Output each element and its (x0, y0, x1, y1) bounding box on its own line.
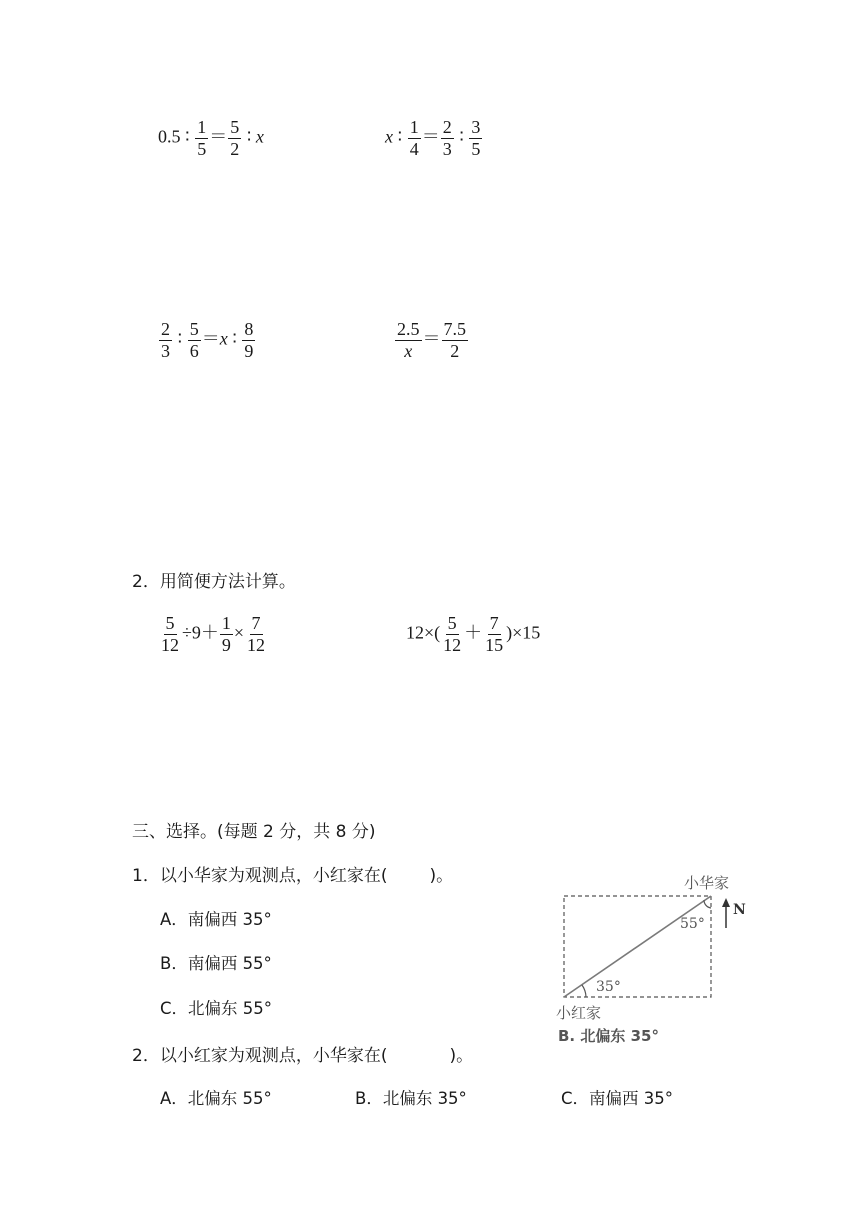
fraction: $\frac{3}{5}$ (471, 117, 481, 159)
fraction: $\frac{2.5}{x}$ (397, 319, 420, 361)
fraction: $\frac{2}{3}$ (161, 319, 170, 361)
label-top: 小华家 (684, 874, 730, 892)
variable: x (385, 126, 393, 147)
fraction: $\frac{5}{2}$ (230, 117, 240, 159)
q2-option-c[interactable]: C．南偏西 35° (561, 1089, 674, 1108)
question-text: 1．以小华家为观测点，小红家在( (132, 866, 388, 886)
angle-label-top: 55° (680, 916, 705, 932)
q1-option-a[interactable]: A．南偏西 35° (160, 910, 272, 929)
q1-option-b[interactable]: B．南偏西 55° (160, 954, 272, 973)
angle-arc-top (704, 900, 711, 908)
answer-note: B. 北偏东 35° (558, 1027, 659, 1045)
equation-1: 0.5 ∶ $\frac{1}{5}$ ＝ $\frac{5}{2}$ ∶ x (158, 117, 264, 159)
number: 0.5 (158, 126, 181, 147)
q1-option-c[interactable]: C．北偏东 55° (160, 999, 273, 1018)
fraction: $\frac{1}{9}$ (221, 613, 231, 655)
section-3-title: 三、选择。(每题 2 分，共 8 分) (132, 822, 376, 842)
calculation-1 (158, 614, 268, 655)
q2-option-a[interactable]: A．北偏东 55° (160, 1089, 272, 1108)
direction-diagram (552, 866, 782, 1056)
fraction: $\frac{2}{3}$ (442, 117, 452, 159)
equation-4: $\frac{2.5}{x}$ ＝ $\frac{7.5}{2}$ (397, 319, 466, 361)
equation-2: x ∶ $\frac{1}{4}$ ＝ $\frac{2}{3}$ ∶ $\frac{3}{5}$ (385, 117, 481, 159)
north-label: N (733, 902, 746, 918)
question-text: )。 (429, 866, 454, 886)
fraction: $\frac{7}{12}$ (247, 613, 266, 655)
variable: x (255, 126, 264, 147)
question-text: 2．以小红家为观测点，小华家在( (132, 1046, 388, 1066)
connecting-line (564, 896, 711, 997)
north-arrow-icon (722, 898, 730, 907)
question-text: )。 (449, 1046, 474, 1066)
expression-part: )×15 (506, 622, 541, 643)
angle-label-bottom: 35° (596, 979, 621, 995)
variable: x (219, 328, 228, 349)
fraction: $\frac{1}{4}$ (409, 117, 419, 159)
fraction: $\frac{5}{12}$ (443, 613, 462, 655)
question-2 (132, 1041, 473, 1066)
equation-3: $\frac{2}{3}$ ∶ $\frac{5}{6}$ ＝x ∶ $\frac{8}{9}$ (161, 319, 254, 361)
fraction: $\frac{5}{6}$ (189, 319, 199, 361)
label-bottom: 小红家 (556, 1004, 602, 1022)
operator: ＋ (464, 622, 483, 643)
fraction: $\frac{1}{5}$ (197, 117, 207, 159)
expression-part: 12×( (406, 622, 441, 643)
fraction: $\frac{7.5}{2}$ (443, 319, 466, 361)
fraction: $\frac{7}{15}$ (485, 613, 504, 655)
operator: ÷9＋ (182, 622, 219, 643)
calculation-2 (406, 614, 540, 655)
angle-arc-bottom (582, 985, 586, 997)
section-2-title: 2．用简便方法计算。 (132, 572, 296, 592)
fraction: $\frac{8}{9}$ (244, 319, 254, 361)
q2-option-b[interactable]: B．北偏东 35° (355, 1089, 467, 1108)
fraction: $\frac{5}{12}$ (161, 613, 179, 655)
operator: × (233, 622, 245, 643)
question-1 (132, 861, 453, 886)
